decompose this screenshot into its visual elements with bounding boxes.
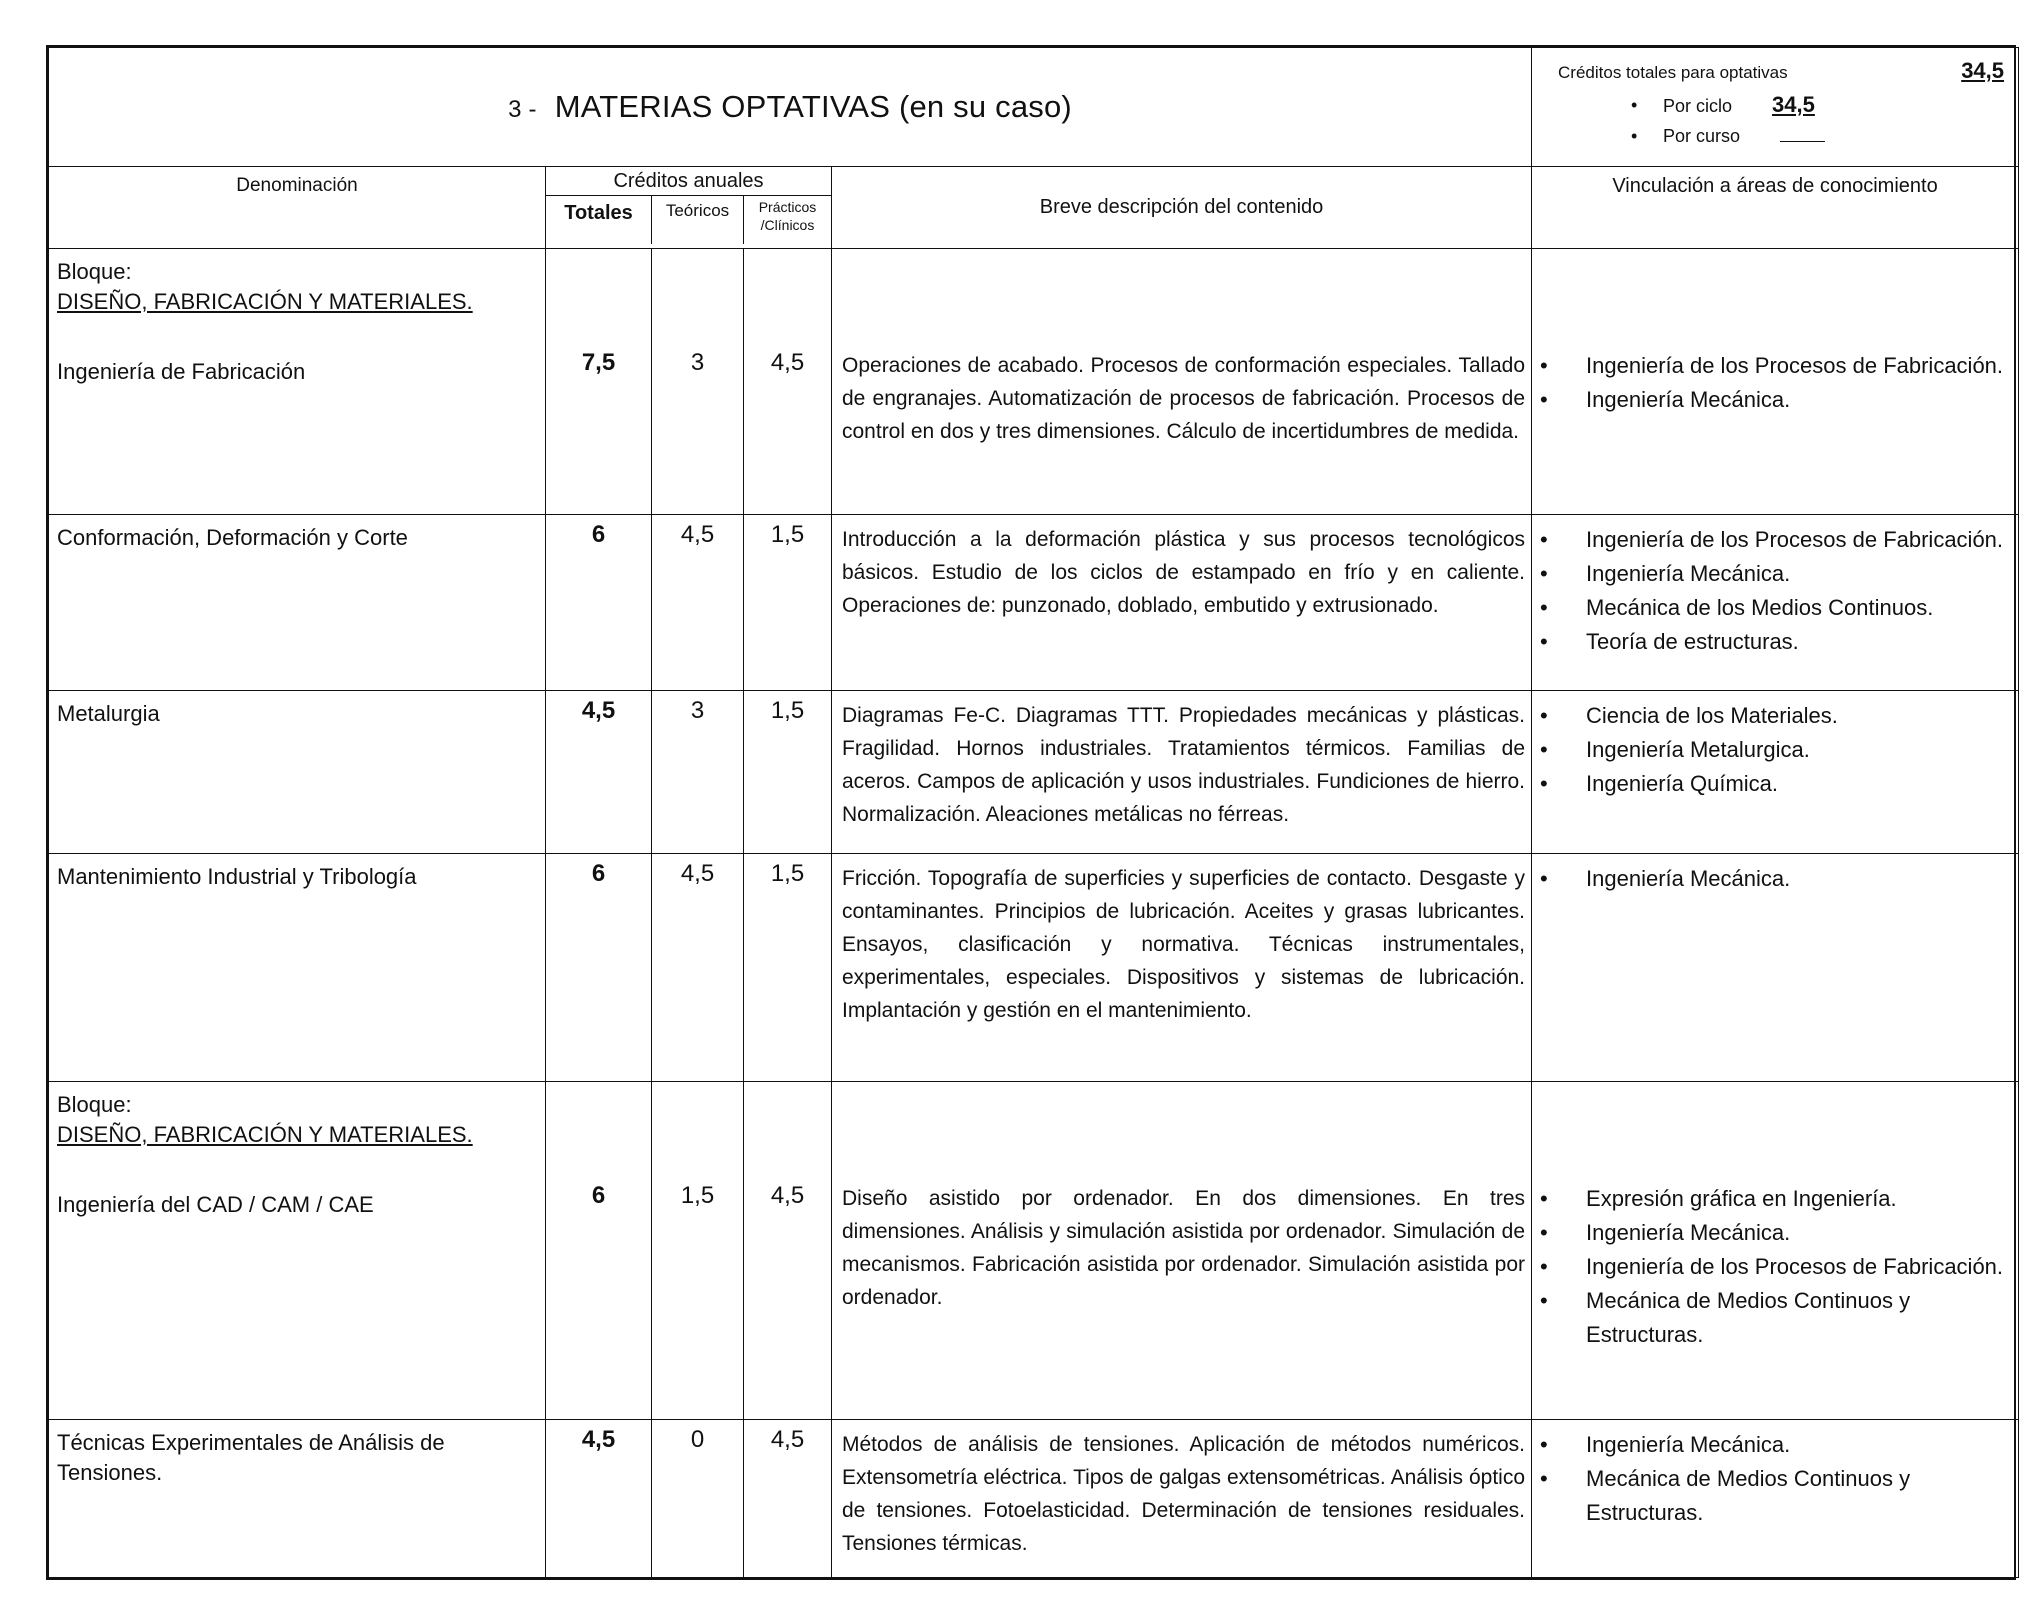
optativas-table [48,47,2019,1578]
header-totales: Totales [546,196,652,244]
header-creditos-anuales: Créditos anuales [546,167,831,196]
bloque-label: Bloque: [57,259,132,284]
bloque-title: DISEÑO, FABRICACIÓN Y MATERIALES. [57,289,473,314]
credits-teoricos: 3 [652,691,744,854]
page-title [49,48,1532,167]
area-item: • Ingeniería de los Procesos de Fabricación. [1586,523,2018,557]
subject-cell [49,1082,546,1420]
area-item: • Teoría de estructuras. [1586,625,2018,659]
title-row [49,48,2019,167]
credits-totales: 4,5 [546,691,652,854]
credits-practicos: 1,5 [744,515,832,691]
area-list [1532,691,2019,854]
area-item: • Ingeniería Metalurgica. [1586,733,2018,767]
header-creditos [546,167,832,249]
subject-description: Diagramas Fe-C. Diagramas TTT. Propiedades mecánicas y plásticas. Fragilidad. Hornos industriales. Tratamientos térmicos. Familias de aceros. Campos de aplicación y usos industriales. Fundiciones de hierro. Normalización. Aleaciones metálicas no férreas. [832,691,1532,854]
subject-name: Técnicas Experimentales de Análisis de Tensiones. [49,1420,546,1578]
subject-description: Diseño asistido por ordenador. En dos dimensiones. En tres dimensiones. Análisis y simulación asistida por ordenador. Simulación de mecanismos. Fabricación asistida por ordenador. Simulación asistida por ordenador. [832,1082,1532,1420]
area-item: • Mecánica de Medios Continuos y Estructuras. [1586,1284,2018,1352]
subject-name: Ingeniería de Fabricación [57,359,306,384]
table-row [49,691,2019,854]
table-row [49,1420,2019,1578]
header-row [49,167,2019,249]
header-denominacion: Denominación [49,167,546,249]
credits-practicos: 4,5 [744,1420,832,1578]
credits-item-ciclo: • Por ciclo 34,5 [1663,90,2004,121]
table-row [49,515,2019,691]
area-item: • Ciencia de los Materiales. [1586,699,2018,733]
credits-teoricos: 4,5 [652,854,744,1082]
credits-ciclo-value: 34,5 [1772,92,1815,117]
area-list [1532,1420,2019,1578]
subject-name: Metalurgia [49,691,546,854]
subject-name: Conformación, Deformación y Corte [49,515,546,691]
credits-teoricos: 1,5 [652,1082,744,1420]
credits-teoricos: 0 [652,1420,744,1578]
credits-teoricos: 4,5 [652,515,744,691]
bloque-title: DISEÑO, FABRICACIÓN Y MATERIALES. [57,1122,473,1147]
area-item: • Ingeniería Mecánica. [1586,383,2018,417]
table-row [49,854,2019,1082]
credits-item-curso: • Por curso [1663,121,2004,151]
credits-teoricos: 3 [652,249,744,515]
header-practicos: Prácticos /Clínicos [758,199,817,233]
subject-description: Métodos de análisis de tensiones. Aplicación de métodos numéricos. Extensometría eléctrica. Tipos de galgas extensométricas. Análisis óptico de tensiones. Fotoelasticidad. Determinación de tensiones residuales. Tensiones térmicas. [832,1420,1532,1578]
subject-name: Ingeniería del CAD / CAM / CAE [57,1192,374,1217]
area-item: • Mecánica de los Medios Continuos. [1586,591,2018,625]
subject-description: Fricción. Topografía de superficies y superficies de contacto. Desgaste y contaminantes. Principios de lubricación. Aceites y grasas lubricantes. Ensayos, clasificación y normativa. Técnicas instrumentales, experimentales, especiales. Dispositivos y sistemas de lubricación. Implantación y gestión en el mantenimiento. [832,854,1532,1082]
area-list [1532,854,2019,1082]
credits-practicos: 4,5 [744,1082,832,1420]
subject-description: Introducción a la deformación plástica y sus procesos tecnológicos básicos. Estudio de los ciclos de estampado en frío y en caliente. Operaciones de: punzonado, doblado, embutido y extrusionado. [832,515,1532,691]
area-item: • Ingeniería Mecánica. [1586,862,2018,896]
header-teoricos: Teóricos [652,196,744,244]
area-item: • Ingeniería de los Procesos de Fabricación. [1586,1250,2018,1284]
bloque-label: Bloque: [57,1092,132,1117]
credits-curso-blank [1780,127,1825,142]
credits-totales: 7,5 [546,249,652,515]
table-row [49,249,2019,515]
area-item: • Ingeniería de los Procesos de Fabricación. [1586,349,2018,383]
area-item: • Ingeniería Química. [1586,767,2018,801]
header-vinculacion: Vinculación a áreas de conocimiento [1532,167,2019,249]
title-text: MATERIAS OPTATIVAS (en su caso) [554,89,1072,124]
header-descripcion: Breve descripción del contenido [832,167,1532,249]
area-item: • Expresión gráfica en Ingeniería. [1586,1182,2018,1216]
area-item: • Ingeniería Mecánica. [1586,557,2018,591]
table-row [49,1082,2019,1420]
credits-practicos: 4,5 [744,249,832,515]
credits-practicos: 1,5 [744,691,832,854]
credits-totales: 4,5 [546,1420,652,1578]
credits-totales: 6 [546,515,652,691]
subject-cell [49,249,546,515]
credits-box [1532,48,2019,167]
credits-total-label: Créditos totales para optativas [1558,63,1788,82]
area-list [1532,515,2019,691]
credits-practicos: 1,5 [744,854,832,1082]
credits-total-value: 34,5 [1961,58,2005,83]
subject-description: Operaciones de acabado. Procesos de conformación especiales. Tallado de engranajes. Automatización de procesos de fabricación. Procesos de control en dos y tres dimensiones. Cálculo de incertidumbres de medida. [832,249,1532,515]
document-sheet [46,45,2016,1580]
area-item: • Ingeniería Mecánica. [1586,1216,2018,1250]
area-item: • Mecánica de Medios Continuos y Estructuras. [1586,1462,2018,1530]
area-list [1532,249,2019,515]
subject-name: Mantenimiento Industrial y Tribología [49,854,546,1082]
title-number: 3 - [508,96,537,123]
area-list [1532,1082,2019,1420]
area-item: • Ingeniería Mecánica. [1586,1428,2018,1462]
credits-totales: 6 [546,1082,652,1420]
credits-totales: 6 [546,854,652,1082]
